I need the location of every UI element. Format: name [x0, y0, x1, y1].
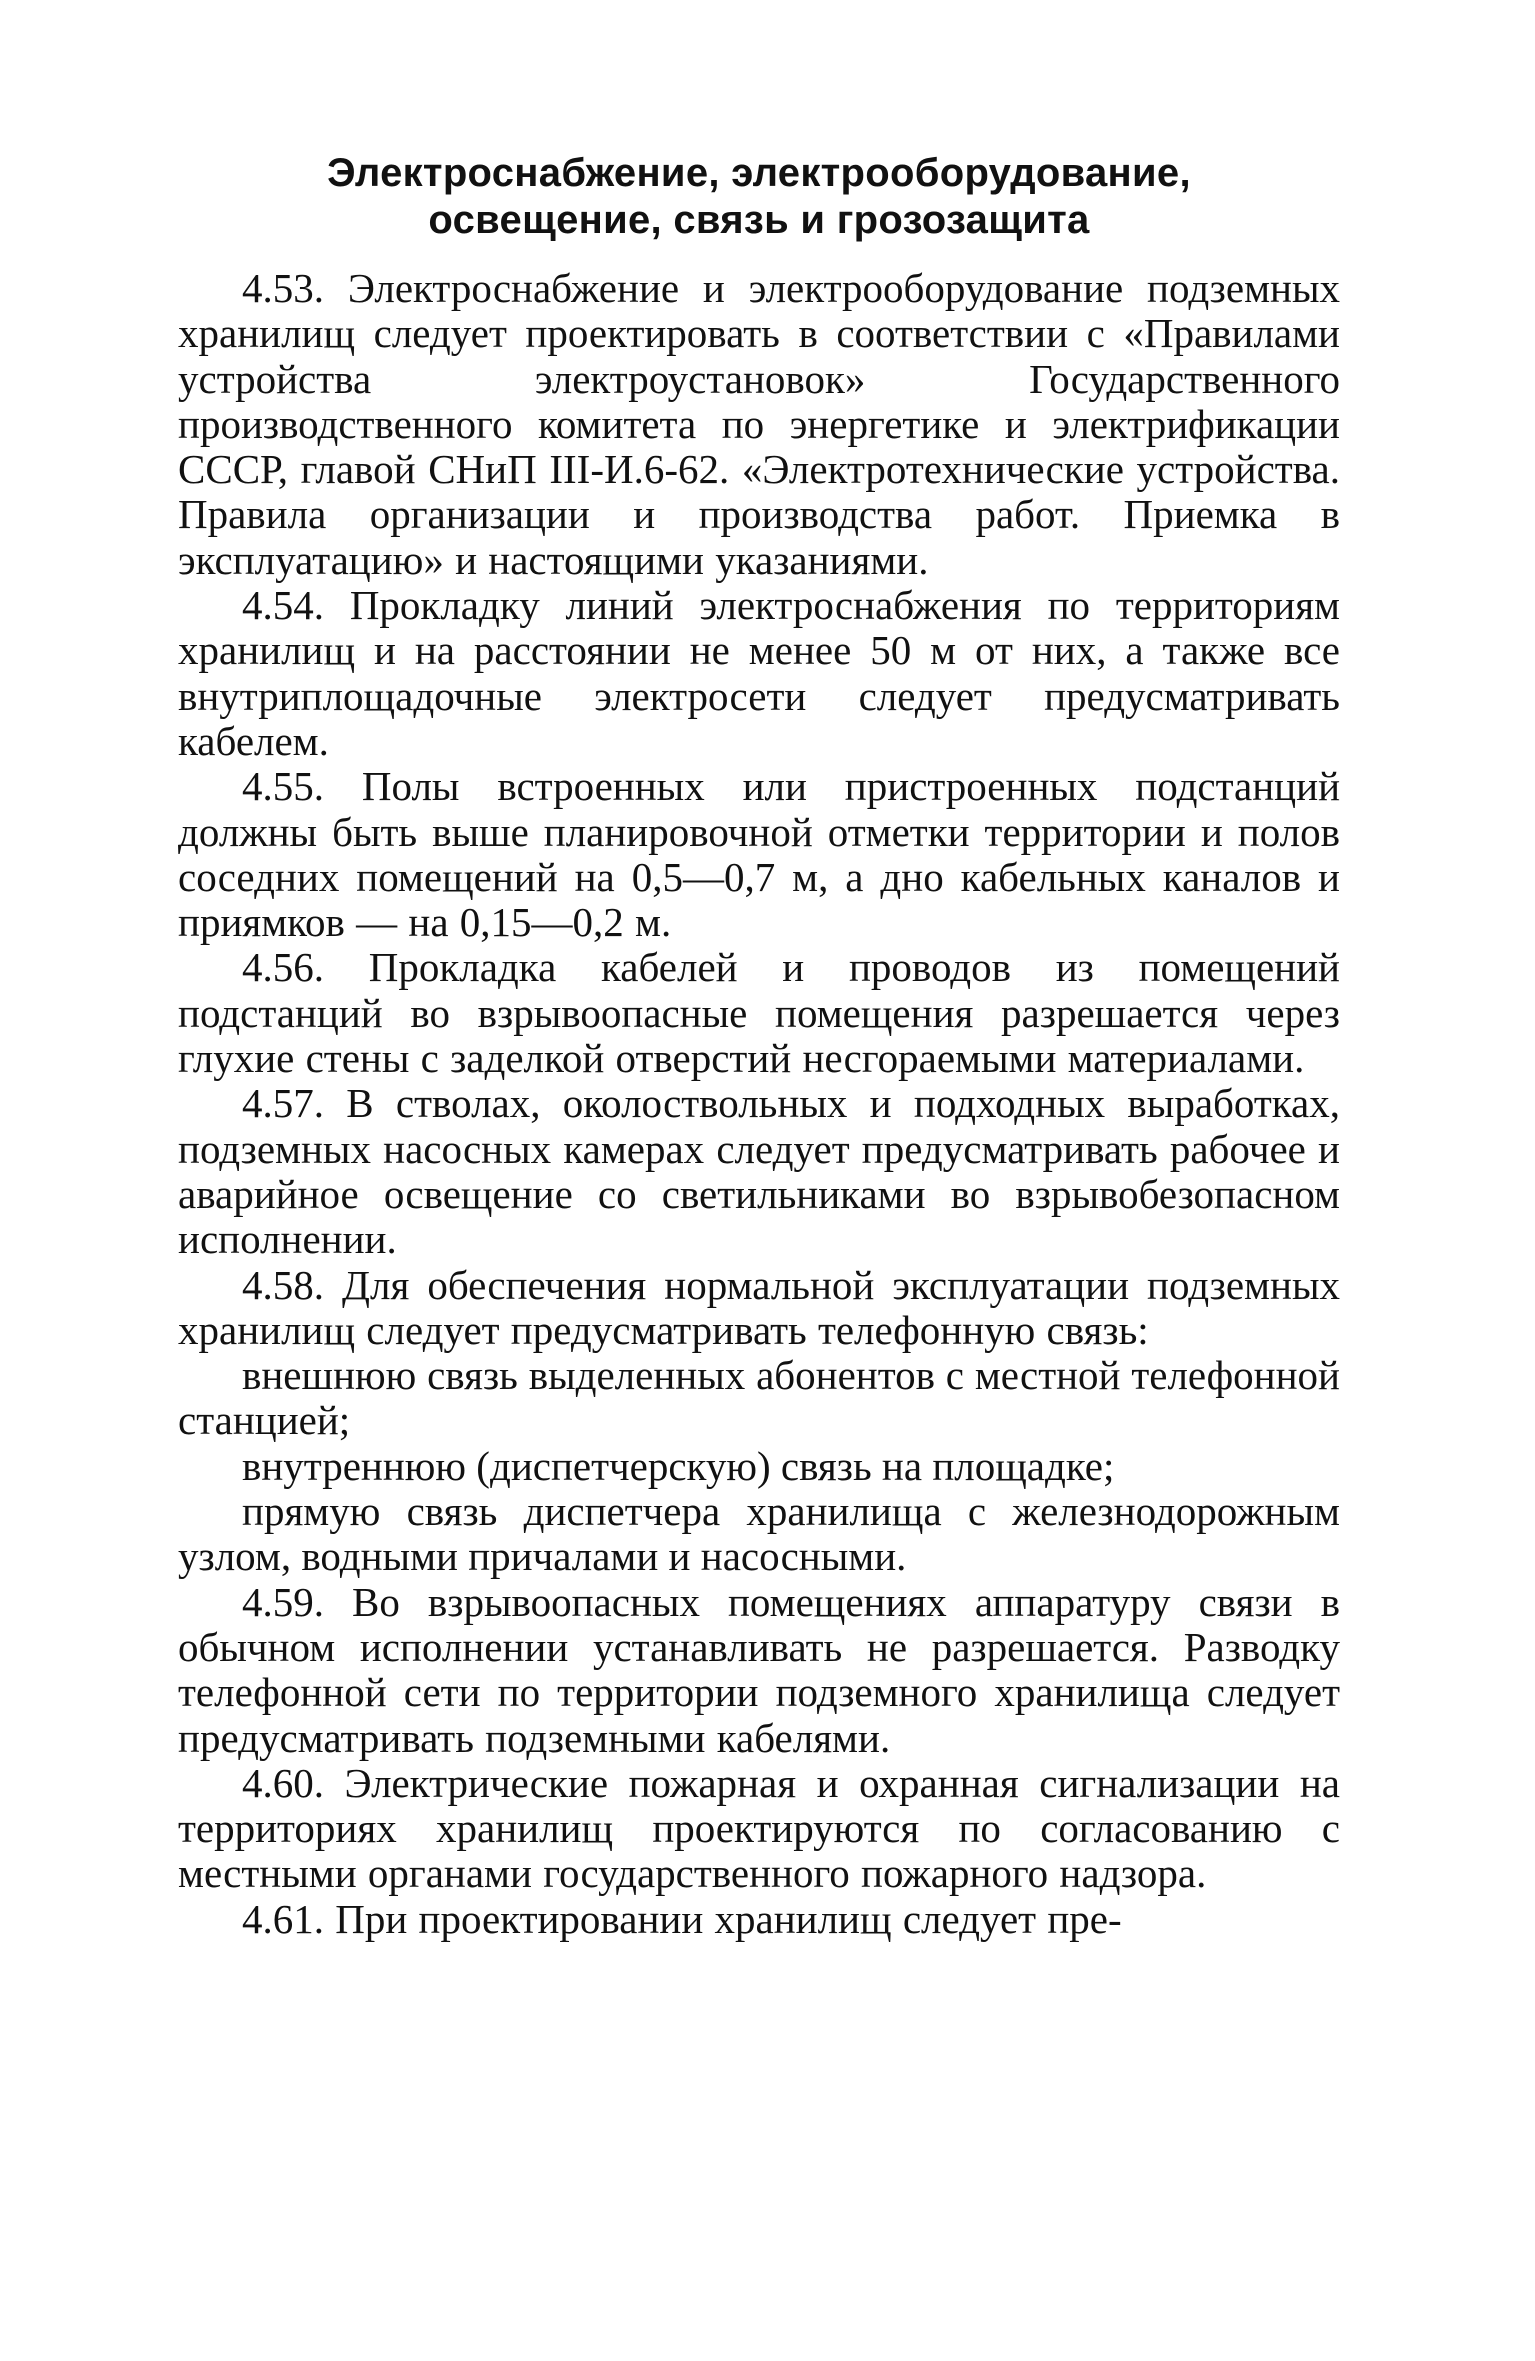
paragraph-text: Электроснабжение и электрооборудование подземных хранилищ следует проектировать в соответствии с «Правилами устройства электроустановок» Государственного производственного комитета по энергетике и электрификации СССР, главой СНиП III-И.6-62. «Электротехнические устройства. Правила организации и производства работ. Приемка в эксплуатацию» и настоящими указаниями. — [178, 265, 1341, 583]
list-item: внутреннюю (диспетчерскую) связь на площадке; — [242, 1442, 1115, 1489]
paragraph-4-58 — [178, 1263, 1340, 1354]
heading-line-2: освещение, связь и грозозащита — [428, 198, 1090, 242]
paragraph-number: 4.57. — [242, 1080, 324, 1127]
paragraph-number: 4.55. — [242, 763, 324, 810]
paragraph-4-56 — [178, 945, 1340, 1081]
paragraph-number: 4.54. — [242, 582, 324, 629]
paragraph-4-57 — [178, 1081, 1340, 1262]
paragraph-4-59 — [178, 1580, 1340, 1761]
list-item: внешнюю связь выделенных абонентов с местной телефонной станцией; — [178, 1352, 1340, 1444]
paragraph-text: Прокладку линий электроснабжения по территориям хранилищ и на расстоянии не менее 50 м от них, а также все внутриплощадочные электросети следует предусматривать кабелем. — [178, 582, 1341, 764]
paragraph-4-61 — [178, 1897, 1340, 1942]
paragraph-number: 4.56. — [242, 944, 324, 991]
section-heading — [178, 150, 1340, 244]
paragraph-4-55 — [178, 764, 1340, 945]
paragraph-4-54 — [178, 583, 1340, 764]
paragraph-text: Прокладка кабелей и проводов из помещений подстанций во взрывоопасные помещения разрешается через глухие стены с заделкой отверстий несгораемыми материалами. — [178, 944, 1340, 1082]
paragraph-text: Электрические пожарная и охранная сигнализации на территориях хранилищ проектируются по согласованию с местными органами государственного пожарного надзора. — [178, 1759, 1340, 1897]
heading-line-1: Электроснабжение, электрооборудование, — [327, 151, 1191, 195]
paragraph-text: Для обеспечения нормальной эксплуатации подземных хранилищ следует предусматривать телефонную связь: — [178, 1261, 1340, 1353]
paragraph-text: Во взрывоопасных помещениях аппаратуру связи в обычном исполнении устанавливать не разрешается. Разводку телефонной сети по территории подземного хранилища следует предусматривать подземными кабелями. — [178, 1578, 1341, 1761]
document-page — [178, 150, 1340, 1942]
paragraph-number: 4.60. — [242, 1759, 324, 1806]
paragraph-number: 4.59. — [242, 1578, 324, 1625]
paragraph-4-60 — [178, 1761, 1340, 1897]
paragraph-number: 4.58. — [242, 1261, 324, 1308]
paragraph-number: 4.61. — [242, 1895, 324, 1942]
paragraph-4-53 — [178, 266, 1340, 583]
paragraph-text: Полы встроенных или пристроенных подстанций должны быть выше планировочной отметки территории и полов соседних помещений на 0,5—0,7 м, а дно кабельных каналов и приямков — на 0,15—0,2 м. — [178, 763, 1341, 946]
paragraph-text: В стволах, околоствольных и подходных выработках, подземных насосных камерах следует предусматривать рабочее и аварийное освещение со светильниками во взрывобезопасном исполнении. — [178, 1080, 1340, 1263]
list-item: прямую связь диспетчера хранилища с железнодорожным узлом, водными причалами и насосными. — [178, 1488, 1340, 1580]
paragraph-text: При проектировании хранилищ следует пре- — [335, 1895, 1122, 1942]
paragraph-number: 4.53. — [242, 265, 324, 311]
